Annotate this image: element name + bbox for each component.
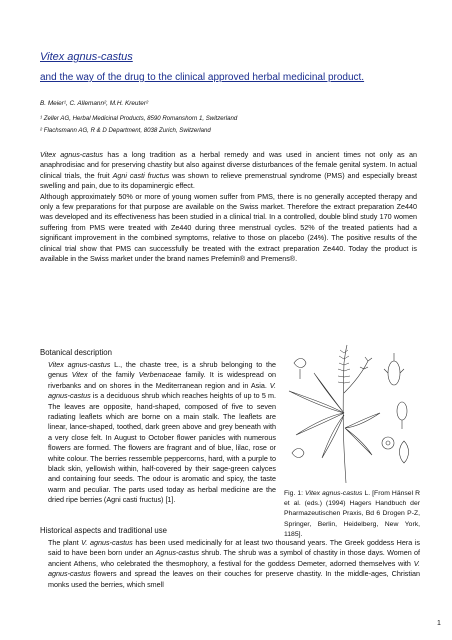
abstract [40,150,417,264]
section-heading-historical: Historical aspects and traditional use [40,526,167,535]
authors-line: B. Meier¹, C. Allemann², M.H. Kreuter² [40,100,149,107]
species-name: Vitex agnus-castus [40,150,103,159]
botanical-paragraph: Vitex agnus-castus L., the chaste tree, is a shrub belonging to the genus Vitex of the family Verbenaceae family. It is widespread on riverbanks and on shores in the Mediterranean region and in Asia. V. agnus-castus is a deciduous shrub which reaches heights of up to 5 m. The leaves are opposite, hand-shaped, composed of five to seven radiating leaflets which are borne on a main stalk. The leaflets are linear, lance-shaped, toothed, dark green above and grey beneath with a very close felt. In August to October flower panicles with numerous flowers are formed. The flowers are fragrant and of blue, lilac, rose or white colour. The berries ressemble peppercorns, hard, with a purple to black skin, yellowish within, half-covered by their sage-green calyces and containing four seeds. The odour is aromatic and spicy, the taste warm and peculiar. The parts used today as herbal medicine are the dried ripe berries (Agni casti fructus) [1]. [48,360,276,505]
affiliation-1: ¹ Zeller AG, Herbal Medicinal Products, 8590 Romanshorn 1, Switzerland [40,115,238,122]
paper-title: Vitex agnus-castus [40,51,133,63]
figure-caption: Fig. 1: Vitex agnus-castus L. [From Hänsel R et al. (eds.) (1994) Hagers Handbuch der Pharmazeutischen Praxis, Bd 6 Drogen P-Z, Springer, Berlin, Heidelberg, New York, 1185]. [284,490,420,538]
abstract-paragraph-2: Although approximately 50% or more of young women suffer from PMS, there is no generally accepted therapy and only a few preparations for that purpose are available on the Swiss market. Therefore the extract preparation Ze440 was developed and its effectiveness has been studied in a clinical trial. In a controlled, double blind study 170 women suffering from PMS were treated with Ze440 during three menstrual cycles. 52% of the treated patients had a significant improvement in the combined symptoms, relative to those on placebo (24%). The positive results of the clinical trial show that PMS can successfully be treated with the extract preparation Ze440. Today the product is available in the Swiss market under the brand names Prefemin® and Premens®. [40,191,417,264]
botanical-illustration [284,343,420,489]
drug-name: Agni casti fructus [112,170,170,180]
historical-paragraph: The plant V. agnus-castus has been used medicinally for at least two thousand years. The Greek goddess Hera is said to have been born under an Agnus-castus shrub. The shrub was a symbol of chastity in those days. Women of ancient Athens, who celebrated the thesmophory, a festival for the goddess Demeter, adorned themselves with V. agnus-castus flowers and spread the leaves on their couches for preserve chastity. In the middle-ages, Christian monks used the berries, which smell [48,538,420,589]
section-heading-botanical: Botanical description [40,348,112,357]
paper-subtitle: and the way of the drug to the clinical approved herbal medicinal product. [40,72,365,83]
page-number: 1 [437,620,441,627]
affiliation-2: ² Flachsmann AG, R & D Department, 8038 Zurich, Switzerland [40,127,211,134]
abstract-paragraph-1: Vitex agnus-castus has a long tradition as a herbal remedy and was used in ancient times not only as an anaphrodisiac and for preserving chastity but also against diverse disturbances of the female genital system. In actual clinical trials, the fruit Agni casti fructus was shown to relieve premenstrual syndrome (PMS) and especially breast swelling and pain, due to its dopaminergic effect. [40,150,418,191]
